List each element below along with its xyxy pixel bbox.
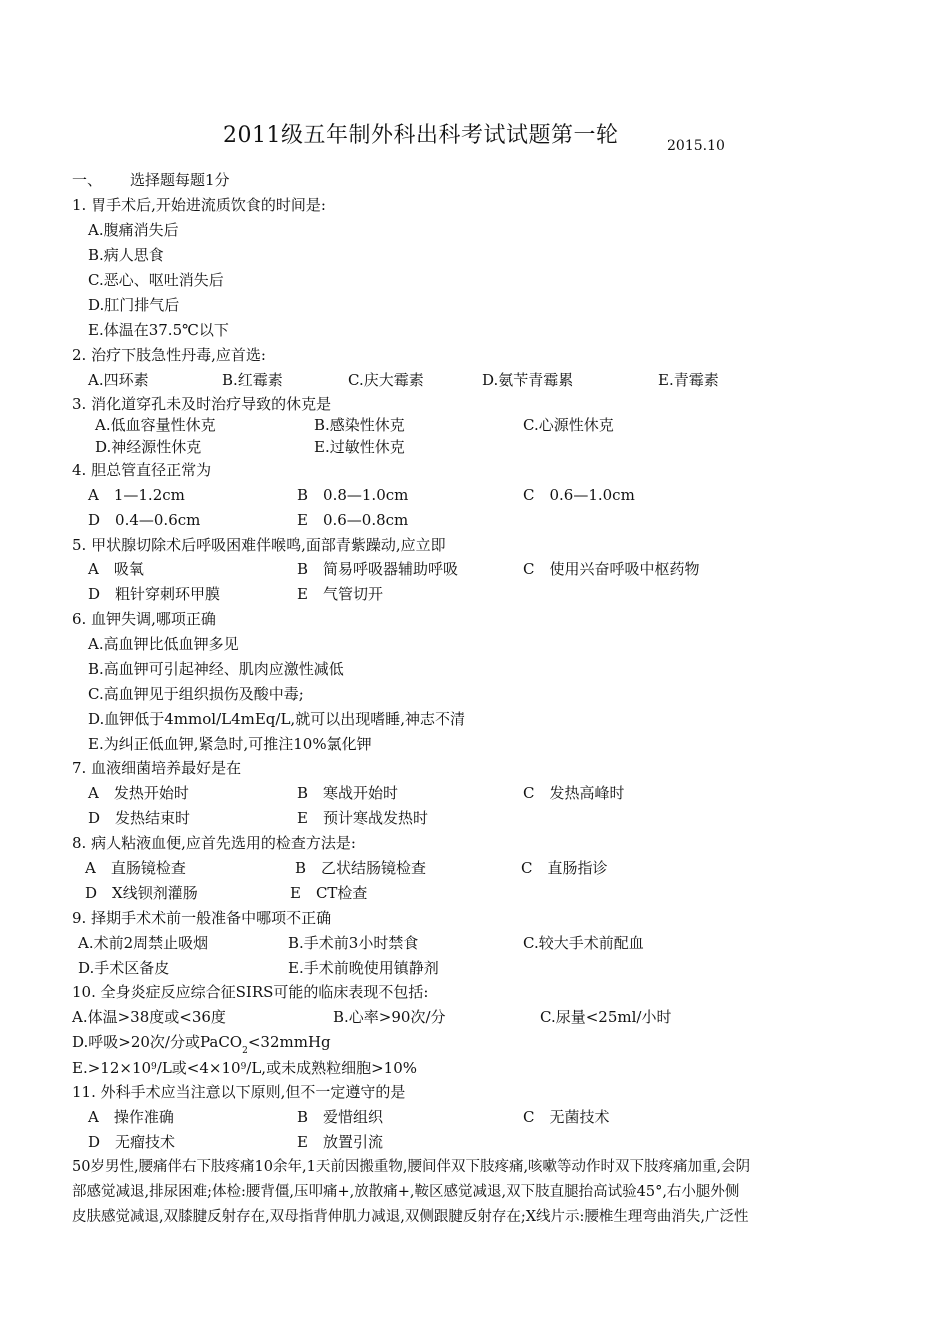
option-text: /L,或未成熟粒细胞>10% [246, 1059, 417, 1077]
question-stem: 3. 消化道穿孔未及时治疗导致的休克是 [72, 395, 332, 413]
option: B 简易呼吸器辅助呼吸 [297, 560, 459, 578]
case-line: 皮肤感觉减退,双膝腱反射存在,双母指背伸肌力减退,双侧跟腱反射存在;X线片示:腰椎生理弯曲消失,广泛性 [72, 1209, 749, 1225]
option: C.恶心、呕吐消失后 [88, 271, 224, 289]
option: C.心源性休克 [523, 416, 614, 434]
option: B 爱惜组织 [297, 1108, 384, 1126]
option: C 发热高峰时 [523, 784, 625, 802]
option: D X线钡剂灌肠 [85, 884, 198, 902]
question-stem: 9. 择期手术术前一般准备中哪项不正确 [72, 909, 332, 927]
option: E 预计寒战发热时 [297, 809, 428, 827]
question-stem: 8. 病人粘液血便,应首先选用的检查方法是: [72, 834, 356, 852]
exam-date: 2015.10 [667, 138, 725, 154]
option: E.青霉素 [658, 371, 719, 389]
question-stem: 1. 胃手术后,开始进流质饮食的时间是: [72, 196, 326, 214]
superscript: 9 [240, 1062, 247, 1072]
option: E 0.6—0.8cm [297, 511, 409, 529]
subscript: 2 [242, 1046, 248, 1056]
option: A.腹痛消失后 [88, 221, 179, 239]
option: E 放置引流 [297, 1133, 383, 1151]
case-line: 50岁男性,腰痛伴右下肢疼痛10余年,1天前因搬重物,腰间伴双下肢疼痛,咳嗽等动作时双下肢疼痛加重,会阴 [72, 1159, 751, 1175]
option-text: E.>12×10 [72, 1059, 152, 1077]
option: E CT检查 [290, 884, 368, 902]
title-row [0, 118, 950, 158]
option: A.四环素 [88, 371, 149, 389]
option: D.神经源性休克 [95, 438, 202, 456]
option: D.血钾低于4mmol/L4mEq/L,就可以出现嗜睡,神志不清 [88, 710, 465, 728]
option-text: <32mmHg [247, 1033, 331, 1051]
option: E.过敏性休克 [314, 438, 405, 456]
question-stem: 7. 血液细菌培养最好是在 [72, 759, 242, 777]
option: D 发热结束时 [88, 809, 191, 827]
question-stem: 5. 甲状腺切除术后呼吸困难伴喉鸣,面部青紫躁动,应立即 [72, 536, 446, 554]
option: D.手术区备皮 [78, 959, 170, 977]
case-line: 部感觉减退,排尿困难;体检:腰背僵,压叩痛+,放散痛+,鞍区感觉减退,双下肢直腿抬高试验45°,右小腿外侧 [72, 1184, 740, 1200]
option-text: D.呼吸>20次/分或PaCO [72, 1033, 243, 1051]
option: E.为纠正低血钾,紧急时,可推注10%氯化钾 [88, 735, 372, 753]
option: A.体温>38度或<36度 [72, 1008, 226, 1026]
option: D 粗针穿刺环甲膜 [88, 585, 221, 603]
option: A 1—1.2cm [88, 486, 185, 504]
option: E.手术前晚使用镇静剂 [288, 959, 439, 977]
option: B 0.8—1.0cm [297, 486, 409, 504]
question-stem: 6. 血钾失调,哪项正确 [72, 610, 216, 628]
option: B.高血钾可引起神经、肌肉应激性减低 [88, 660, 344, 678]
option: D 无瘤技术 [88, 1133, 176, 1151]
option: A.高血钾比低血钾多见 [88, 635, 239, 653]
option: C.高血钾见于组织损伤及酸中毒; [88, 685, 304, 703]
option: A 操作准确 [88, 1108, 174, 1126]
option: D 0.4—0.6cm [88, 511, 201, 529]
option: D.肛门排气后 [88, 296, 180, 314]
option-text: /L或<4×10 [156, 1059, 241, 1077]
exam-title: 2011级五年制外科出科考试试题第一轮 [223, 123, 619, 148]
option: C 使用兴奋呼吸中枢药物 [523, 560, 700, 578]
question-stem: 4. 胆总管直径正常为 [72, 461, 212, 479]
option: B.手术前3小时禁食 [288, 934, 419, 952]
option: A.术前2周禁止吸烟 [78, 934, 209, 952]
option: C.较大手术前配血 [523, 934, 644, 952]
option: C.庆大霉素 [348, 371, 424, 389]
option: E.体温在37.5℃以下 [88, 321, 229, 339]
question-stem: 2. 治疗下肢急性丹毒,应首选: [72, 346, 266, 364]
superscript: 9 [151, 1062, 157, 1072]
option: B.感染性休克 [314, 416, 405, 434]
option: C 0.6—1.0cm [523, 486, 635, 504]
section-number: 一、 [72, 171, 103, 189]
option: B 寒战开始时 [297, 784, 399, 802]
option: C.尿量<25ml/小时 [540, 1008, 672, 1026]
section-title: 选择题每题1分 [130, 171, 230, 189]
option: B 乙状结肠镜检查 [295, 859, 427, 877]
option: B.心率>90次/分 [333, 1008, 446, 1026]
option: C 直肠指诊 [521, 859, 608, 877]
option: A 直肠镜检查 [85, 859, 186, 877]
option: B.病人思食 [88, 246, 164, 264]
option: A.低血容量性休克 [95, 416, 216, 434]
question-stem: 10. 全身炎症反应综合征SIRS可能的临床表现不包括: [72, 983, 429, 1001]
option [72, 1057, 417, 1078]
option: A 发热开始时 [88, 784, 189, 802]
option: E 气管切开 [297, 585, 383, 603]
option: B.红霉素 [222, 371, 283, 389]
option: D.氨苄青霉累 [482, 371, 574, 389]
option: C 无菌技术 [523, 1108, 610, 1126]
question-stem: 11. 外科手术应当注意以下原则,但不一定遵守的是 [72, 1083, 406, 1101]
option: A 吸氧 [88, 560, 144, 578]
